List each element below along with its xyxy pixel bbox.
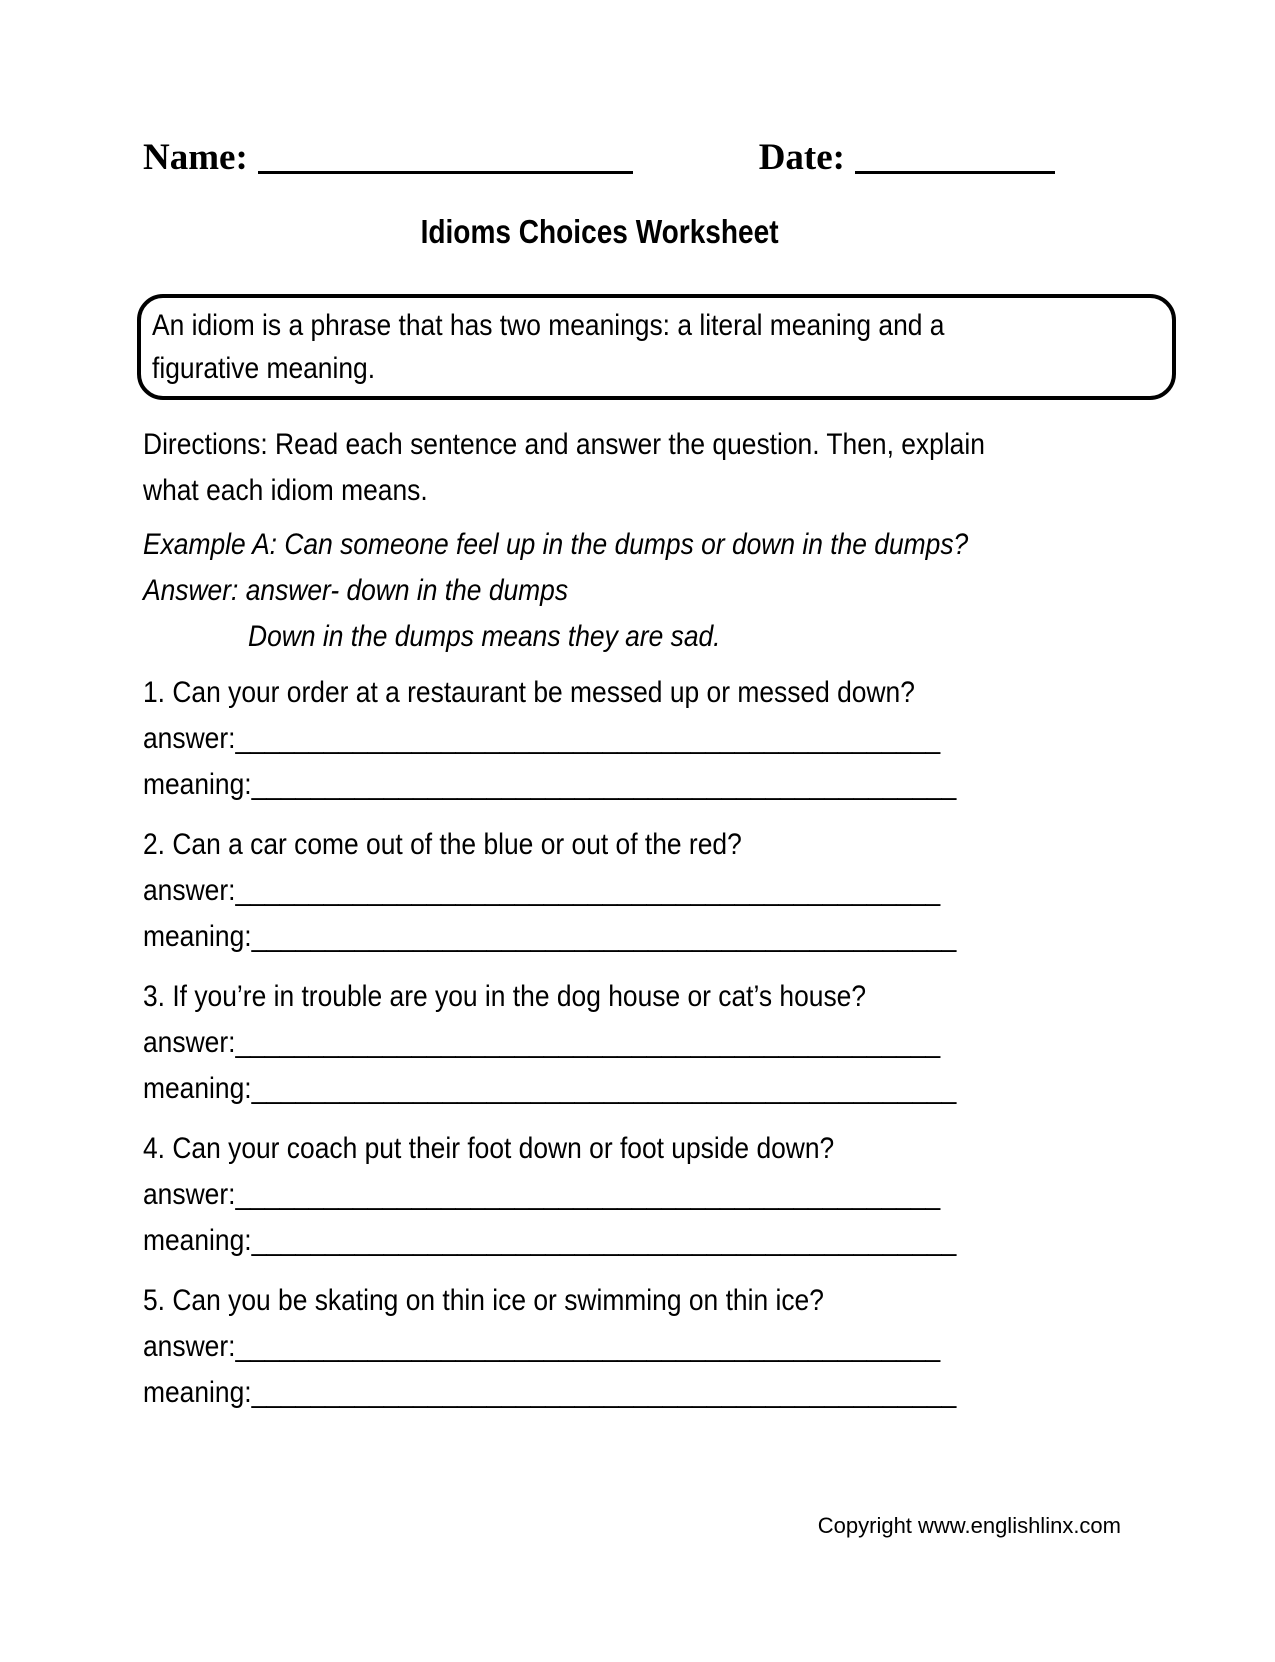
name-field [143,136,633,179]
meaning-label: meaning: [143,1376,252,1409]
answer-line [143,1324,940,1370]
question-text: 1. Can your order at a restaurant be messed up or messed down? [143,676,915,709]
answer-line [143,1172,940,1218]
directions-line-1: Directions: Read each sentence and answer the question. Then, explain [143,428,985,461]
definition-box [137,294,1176,400]
answer-line [143,716,940,762]
answer-label: answer: [143,1330,236,1363]
date-field [759,136,1055,179]
meaning-line [143,762,956,808]
meaning-blank: ________________________________________________ [251,1224,957,1257]
meaning-blank: ________________________________________________ [251,1376,957,1409]
definition-line-2: figurative meaning. [152,352,376,385]
answer-label: answer: [143,722,236,755]
answer-line [143,1020,940,1066]
answer-label: answer: [143,1026,236,1059]
title-row [143,210,1176,254]
meaning-blank: ________________________________________________ [251,768,957,801]
name-label: Name: [143,137,248,178]
directions [143,422,1176,514]
date-blank-line [855,141,1055,174]
meaning-blank: ________________________________________________ [251,1072,957,1105]
meaning-line [143,1370,956,1416]
question-block-5 [143,1278,1176,1416]
question-block-3 [143,974,1176,1112]
example-question: Example A: Can someone feel up in the dumps or down in the dumps? [143,528,969,561]
example-answer: Answer: answer- down in the dumps [143,574,569,607]
name-blank-line [258,141,633,174]
question-block-2 [143,822,1176,960]
meaning-label: meaning: [143,1072,252,1105]
meaning-line [143,914,956,960]
question-text: 5. Can you be skating on thin ice or swimming on thin ice? [143,1284,824,1317]
meaning-line [143,1066,956,1112]
header [143,136,1176,184]
copyright [143,1512,1176,1540]
answer-blank: ________________________________________________ [235,1026,941,1059]
question-text: 3. If you’re in trouble are you in the dog house or cat’s house? [143,980,867,1013]
definition-line-1: An idiom is a phrase that has two meanings: a literal meaning and a [152,309,945,342]
meaning-blank: ________________________________________________ [251,920,957,953]
answer-label: answer: [143,874,236,907]
answer-blank: ________________________________________________ [235,874,941,907]
meaning-line [143,1218,956,1264]
answer-blank: ________________________________________________ [235,1178,941,1211]
example-block [143,522,1176,660]
question-text: 4. Can your coach put their foot down or foot upside down? [143,1132,835,1165]
question-block-1 [143,670,1176,808]
answer-label: answer: [143,1178,236,1211]
question-text: 2. Can a car come out of the blue or out of the red? [143,828,742,861]
meaning-label: meaning: [143,1224,252,1257]
example-meaning: Down in the dumps means they are sad. [248,620,721,653]
answer-blank: ________________________________________________ [235,1330,941,1363]
copyright-text: Copyright www.englishlinx.com [817,1513,1121,1538]
date-label: Date: [758,137,845,178]
worksheet-title: Idioms Choices Worksheet [420,213,779,250]
answer-line [143,868,940,914]
answer-blank: ________________________________________________ [235,722,941,755]
directions-line-2: what each idiom means. [143,474,428,507]
meaning-label: meaning: [143,768,252,801]
meaning-label: meaning: [143,920,252,953]
question-block-4 [143,1126,1176,1264]
